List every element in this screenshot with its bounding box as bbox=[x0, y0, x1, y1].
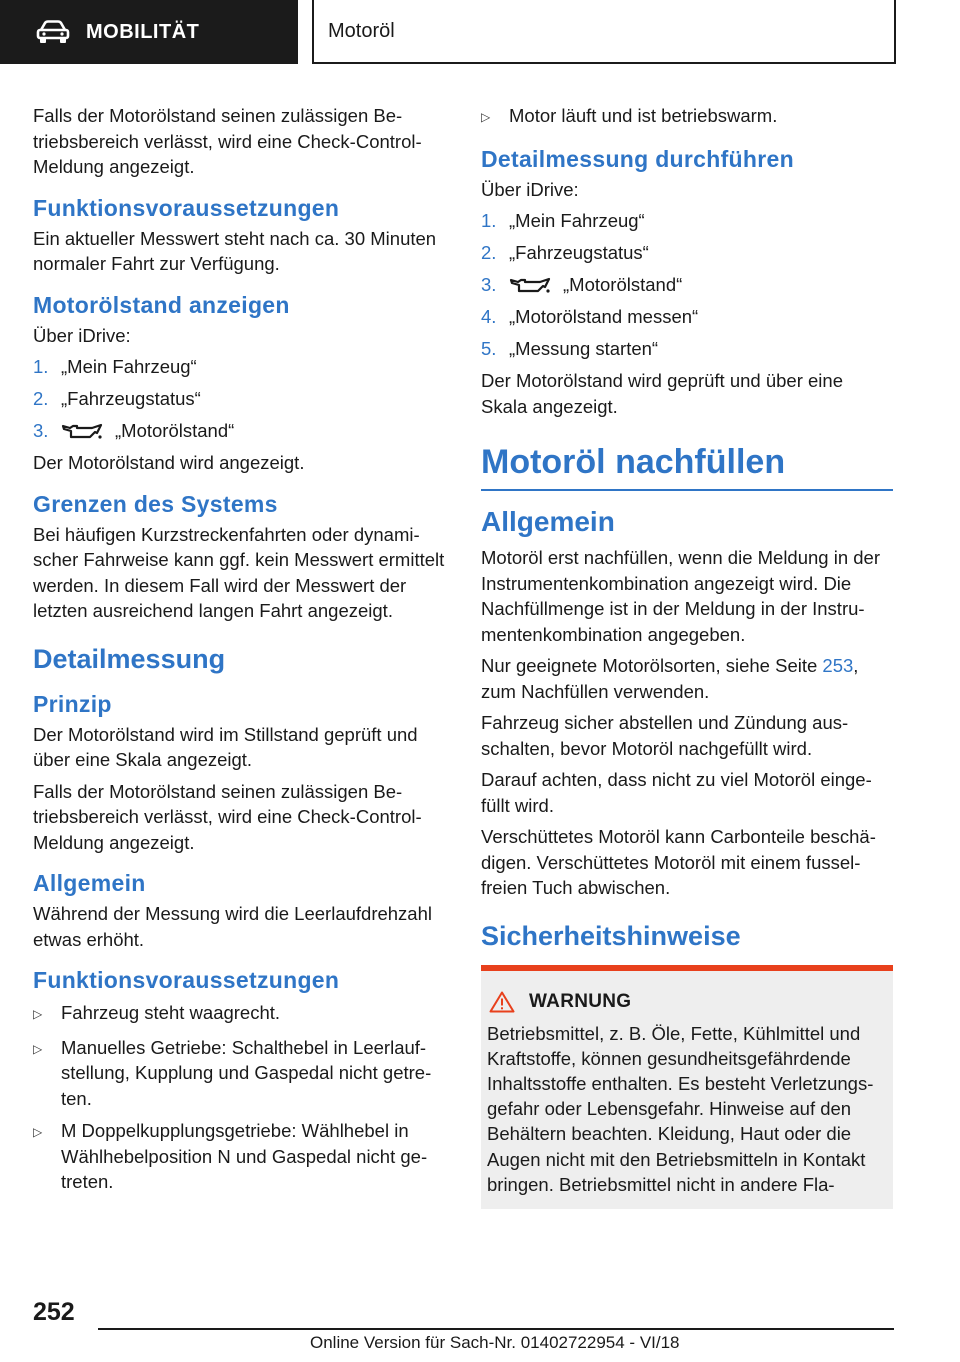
steps-list bbox=[481, 208, 893, 362]
list-item bbox=[33, 354, 445, 380]
step-text: „Motorölstand“ bbox=[115, 420, 235, 441]
paragraph: Falls der Motorölstand seinen zulässigen Betriebsbereich verlässt, wird eine Check-Control-Meldung angezeigt. bbox=[33, 105, 422, 177]
list-item bbox=[481, 103, 893, 131]
section-title: MOBILITÄT bbox=[86, 20, 200, 43]
list-item bbox=[33, 418, 445, 444]
oil-can-icon bbox=[509, 275, 551, 295]
paragraph: Während der Messung wird die Leerlaufdrehzahl etwas erhöht. bbox=[33, 903, 432, 950]
warning-title: WARNUNG bbox=[529, 990, 632, 1012]
list-item bbox=[481, 272, 893, 298]
step-text: „Fahrzeugstatus“ bbox=[61, 388, 201, 409]
left-column bbox=[33, 103, 445, 1202]
heading-motoroelstand-anzeigen: Motorölstand anzeigen bbox=[33, 291, 290, 318]
step-number: 3. bbox=[33, 420, 49, 441]
right-column bbox=[481, 103, 893, 1209]
paragraph: Motoröl erst nachfüllen, wenn die Meldung in der Instrumentenkombination angezeigt wird. Die Nachfüllmenge ist in der Meldung in der Instrumentenkombination angegeben. bbox=[481, 547, 881, 645]
step-number: 2. bbox=[481, 242, 497, 263]
paragraph: Falls der Motorölstand seinen zulässigen Betriebsbereich verlässt, wird eine Check-Control-Meldung angezeigt. bbox=[33, 780, 422, 853]
page-link[interactable]: 253 bbox=[822, 655, 854, 676]
heading-funktionsvoraussetzungen: Funktionsvoraussetzungen bbox=[33, 194, 340, 221]
triangle-bullet-icon: ▷ bbox=[481, 110, 491, 124]
paragraph: Fahrzeug sicher abstellen und Zündung ausschalten, bevor Motoröl nachgefüllt wird. bbox=[481, 712, 849, 759]
heading-allgemein: Allgemein bbox=[33, 870, 146, 896]
list-item bbox=[33, 1000, 445, 1028]
heading-prinzip: Prinzip bbox=[33, 690, 112, 717]
chapter-tab bbox=[312, 0, 896, 64]
warning-box bbox=[481, 965, 893, 1209]
footer-text: Online Version für Sach-Nr. 01402722954 - VI/18 bbox=[310, 1333, 680, 1352]
text: , zum Nachfüllen verwenden. bbox=[481, 655, 859, 702]
bullet-list bbox=[481, 103, 893, 131]
heading-allgemein: Allgemein bbox=[481, 506, 615, 537]
triangle-bullet-icon: ▷ bbox=[33, 1125, 43, 1139]
triangle-bullet-icon: ▷ bbox=[33, 1041, 43, 1056]
step-number: 4. bbox=[481, 306, 497, 327]
bullet-text: Motor läuft und ist betriebswarm. bbox=[509, 105, 778, 126]
section-tab bbox=[0, 0, 298, 64]
paragraph: Verschüttetes Motoröl kann Carbonteile beschädigen. Verschüttetes Motoröl mit einem fusselfreien Tuch abwischen. bbox=[481, 826, 876, 898]
oil-can-icon bbox=[61, 421, 103, 441]
step-text: „Messung starten“ bbox=[509, 338, 659, 359]
warning-header bbox=[487, 991, 885, 1013]
text: Nur geeignete Motorölsorten, siehe Seite bbox=[481, 655, 823, 676]
bullet-text: Manuelles Getriebe: Schalthebel in Leerlaufstellung, Kupplung und Gaspedal nicht getreten. bbox=[61, 1036, 432, 1109]
heading-motoroel-nachfuellen: Motoröl nachfüllen bbox=[481, 441, 893, 491]
bullet-text: Fahrzeug steht waagrecht. bbox=[61, 1002, 281, 1023]
bullet-text: M Doppelkupplungsgetriebe: Wählhebel in Wählhebelposition N und Gaspedal nicht getreten. bbox=[61, 1120, 428, 1192]
warning-text: Betriebsmittel, z. B. Öle, Fette, Kühlmittel und Kraftstoffe, können gesundheitsgefährdende Inhaltsstoffe enthalten. Es besteht Verletzungsgefahr oder Lebensgefahr. Hinweise auf den Behältern beachten. Kleidung, Haut oder die Augen nicht mit den Betriebsmitteln in Kontakt bringen. Betriebsmittel nicht in andere Fla- bbox=[487, 1022, 874, 1195]
step-number: 2. bbox=[33, 388, 49, 409]
paragraph bbox=[481, 653, 893, 704]
steps-list bbox=[33, 354, 445, 444]
step-text: „Mein Fahrzeug“ bbox=[61, 356, 197, 377]
heading-detailmessung: Detailmessung bbox=[33, 643, 226, 674]
warning-triangle-icon bbox=[489, 991, 515, 1013]
paragraph: Bei häufigen Kurzstreckenfahrten oder dynamischer Fahrweise kann ggf. kein Messwert ermittelt werden. In diesem Fall wird der Messwert der letzten ausreichend langen Fahrt angezeigt. bbox=[33, 523, 445, 621]
step-text: „Mein Fahrzeug“ bbox=[509, 210, 645, 231]
list-item bbox=[33, 386, 445, 412]
paragraph: Der Motorölstand wird geprüft und über eine Skala angezeigt. bbox=[481, 370, 843, 417]
paragraph: Darauf achten, dass nicht zu viel Motoröl eingefüllt wird. bbox=[481, 769, 872, 816]
step-number: 5. bbox=[481, 338, 497, 359]
bullet-list bbox=[33, 1000, 445, 1195]
step-text: „Motorölstand messen“ bbox=[509, 306, 699, 327]
paragraph: Über iDrive: bbox=[33, 324, 131, 346]
page-number: 252 bbox=[33, 1298, 75, 1326]
step-text: „Motorölstand“ bbox=[563, 274, 683, 295]
list-item bbox=[481, 208, 893, 234]
chapter-title: Motoröl bbox=[328, 19, 395, 42]
step-text: „Fahrzeugstatus“ bbox=[509, 242, 649, 263]
list-item bbox=[481, 240, 893, 266]
list-item bbox=[33, 1035, 445, 1112]
footer-divider bbox=[98, 1328, 894, 1330]
triangle-bullet-icon: ▷ bbox=[33, 1007, 43, 1021]
heading-grenzen: Grenzen des Systems bbox=[33, 490, 278, 517]
step-number: 1. bbox=[33, 356, 49, 377]
heading-sicherheitshinweise: Sicherheitshinweise bbox=[481, 920, 741, 951]
heading-funktionsvoraussetzungen: Funktionsvoraussetzungen bbox=[33, 967, 340, 993]
list-item bbox=[481, 304, 893, 330]
list-item bbox=[481, 336, 893, 362]
list-item bbox=[33, 1118, 445, 1195]
step-number: 3. bbox=[481, 274, 497, 295]
paragraph: Über iDrive: bbox=[481, 178, 579, 200]
paragraph: Der Motorölstand wird im Stillstand geprüft und über eine Skala angezeigt. bbox=[33, 723, 418, 770]
paragraph: Der Motorölstand wird angezeigt. bbox=[33, 452, 305, 473]
step-number: 1. bbox=[481, 210, 497, 231]
heading-detailmessung-durchfuehren: Detailmessung durchführen bbox=[481, 145, 794, 172]
car-icon bbox=[36, 20, 70, 44]
paragraph: Ein aktueller Messwert steht nach ca. 30 Minuten normaler Fahrt zur Verfügung. bbox=[33, 227, 437, 274]
